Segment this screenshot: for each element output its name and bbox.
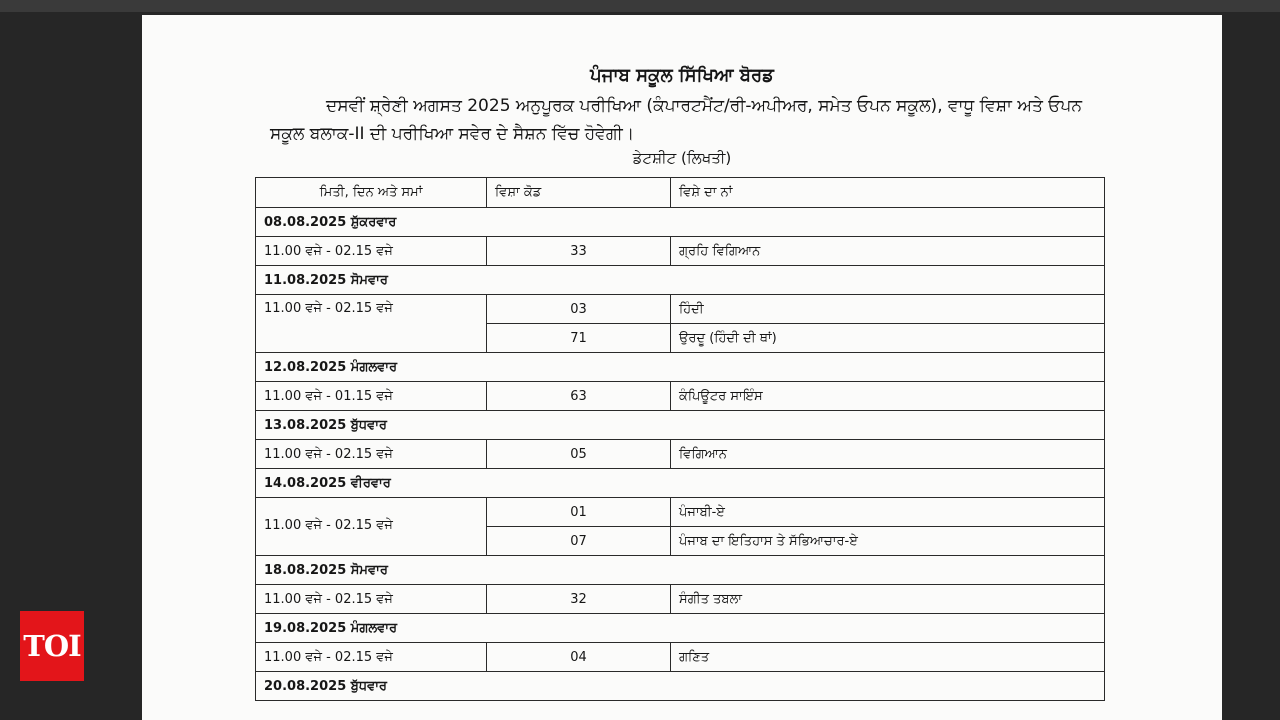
subject-row xyxy=(256,585,1105,614)
document-page xyxy=(142,15,1222,720)
subject-row xyxy=(256,237,1105,266)
exam-date: 12.08.2025 ਮੰਗਲਵਾਰ xyxy=(256,353,1105,382)
exam-time: 11.00 ਵਜੇ - 02.15 ਵਜੇ xyxy=(256,237,487,266)
toi-logo: TOI xyxy=(20,611,84,681)
table-header-row xyxy=(256,178,1105,208)
subject-code: 05 xyxy=(487,440,671,469)
subject-code: 07 xyxy=(487,527,671,556)
exam-date: 14.08.2025 ਵੀਰਵਾਰ xyxy=(256,469,1105,498)
date-row xyxy=(256,672,1105,701)
exam-date: 20.08.2025 ਬੁੱਧਵਾਰ xyxy=(256,672,1105,701)
exam-time: 11.00 ਵਜੇ - 02.15 ਵਜੇ xyxy=(256,643,487,672)
exam-date: 18.08.2025 ਸੋਮਵਾਰ xyxy=(256,556,1105,585)
date-row xyxy=(256,266,1105,295)
subject-code: 04 xyxy=(487,643,671,672)
subject-name: ਵਿਗਿਆਨ xyxy=(671,440,1105,469)
subject-row xyxy=(256,498,1105,527)
exam-time: 11.00 ਵਜੇ - 02.15 ਵਜੇ xyxy=(256,440,487,469)
exam-date: 19.08.2025 ਮੰਗਲਵਾਰ xyxy=(256,614,1105,643)
subject-row xyxy=(256,440,1105,469)
subject-name: ਗ੍ਰਹਿ ਵਿਗਿਆਨ xyxy=(671,237,1105,266)
subject-name: ਕੰਪਿਊਟਰ ਸਾਇੰਸ xyxy=(671,382,1105,411)
subject-code: 33 xyxy=(487,237,671,266)
subject-code: 32 xyxy=(487,585,671,614)
subject-code: 03 xyxy=(487,295,671,324)
subject-code: 71 xyxy=(487,324,671,353)
datesheet-table xyxy=(255,177,1105,701)
date-row xyxy=(256,469,1105,498)
subject-name: ਗਣਿਤ xyxy=(671,643,1105,672)
subject-name: ਹਿੰਦੀ xyxy=(671,295,1105,324)
datesheet-body xyxy=(256,208,1105,701)
exam-time: 11.00 ਵਜੇ - 02.15 ਵਜੇ xyxy=(256,498,487,556)
exam-date: 08.08.2025 ਸ਼ੁੱਕਰਵਾਰ xyxy=(256,208,1105,237)
subject-name: ਪੰਜਾਬੀ-ਏ xyxy=(671,498,1105,527)
exam-time: 11.00 ਵਜੇ - 02.15 ਵਜੇ xyxy=(256,295,487,353)
subject-name: ਪੰਜਾਬ ਦਾ ਇਤਿਹਾਸ ਤੇ ਸੱਭਿਆਚਾਰ-ਏ xyxy=(671,527,1105,556)
exam-date: 11.08.2025 ਸੋਮਵਾਰ xyxy=(256,266,1105,295)
subject-code: 01 xyxy=(487,498,671,527)
subject-name: ਉਰਦੂ (ਹਿੰਦੀ ਦੀ ਥਾਂ) xyxy=(671,324,1105,353)
intro-paragraph: ਦਸਵੀਂ ਸ਼੍ਰੇਣੀ ਅਗਸਤ 2025 ਅਨੁਪੂਰਕ ਪਰੀਖਿਆ (ਕੰਪਾਰਟਮੈਂਟ/ਰੀ-ਅਪੀਅਰ, ਸਮੇਤ ਓਪਨ ਸਕੂਲ), ਵਾਧੂ ਵਿਸ਼ਾ ਅਤੇ ਓਪਨ ਸਕੂਲ ਬਲਾਕ-II ਦੀ ਪਰੀਖਿਆ ਸਵੇਰ ਦੇ ਸੈਸ਼ਨ ਵਿੱਚ ਹੋਵੇਗੀ। xyxy=(270,96,1082,144)
date-row xyxy=(256,411,1105,440)
subject-code: 63 xyxy=(487,382,671,411)
date-row xyxy=(256,556,1105,585)
subject-row xyxy=(256,382,1105,411)
subject-row xyxy=(256,295,1105,324)
board-title: ਪੰਜਾਬ ਸਕੂਲ ਸਿੱਖਿਆ ਬੋਰਡ xyxy=(590,65,774,86)
top-frame-bar xyxy=(0,0,1280,12)
exam-date: 13.08.2025 ਬੁੱਧਵਾਰ xyxy=(256,411,1105,440)
date-row xyxy=(256,353,1105,382)
header-date-time: ਮਿਤੀ, ਦਿਨ ਅਤੇ ਸਮਾਂ xyxy=(256,178,487,208)
subject-row xyxy=(256,643,1105,672)
header-subject-code: ਵਿਸ਼ਾ ਕੋਡ xyxy=(487,178,671,208)
exam-time: 11.00 ਵਜੇ - 02.15 ਵਜੇ xyxy=(256,585,487,614)
date-row xyxy=(256,208,1105,237)
datesheet-subtitle: ਡੇਟਸ਼ੀਟ (ਲਿਖਤੀ) xyxy=(632,149,732,167)
subject-name: ਸੰਗੀਤ ਤਬਲਾ xyxy=(671,585,1105,614)
header-subject-name: ਵਿਸ਼ੇ ਦਾ ਨਾਂ xyxy=(671,178,1105,208)
date-row xyxy=(256,614,1105,643)
exam-time: 11.00 ਵਜੇ - 01.15 ਵਜੇ xyxy=(256,382,487,411)
